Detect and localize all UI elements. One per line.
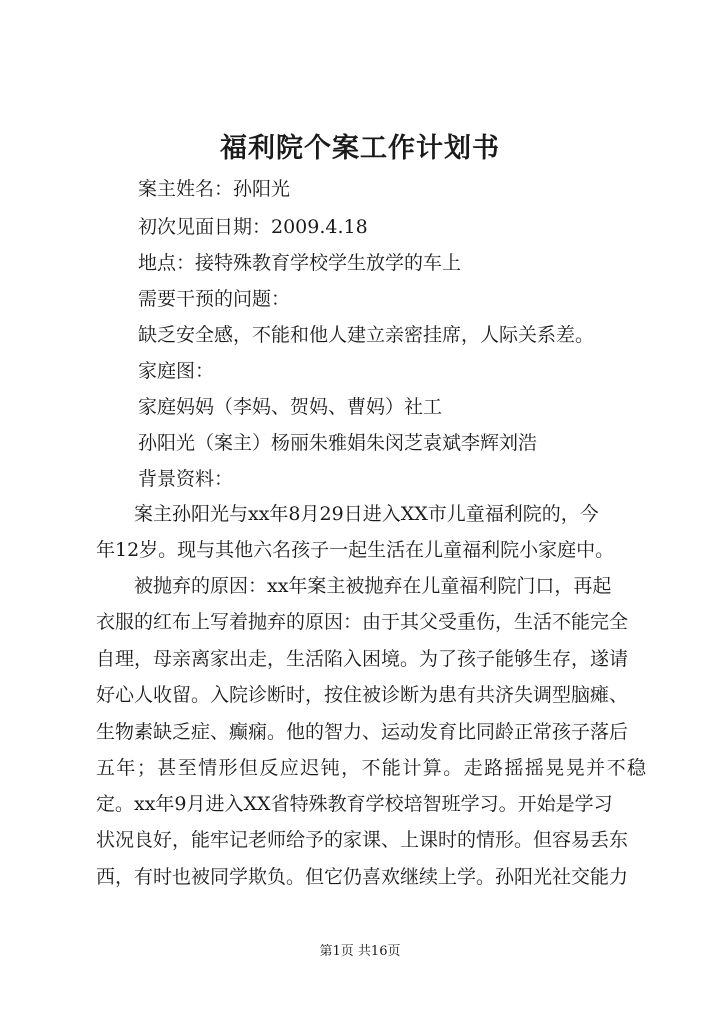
location-line: 地点：接特殊教育学校学生放学的车上	[138, 252, 462, 274]
paragraph-line: 案主孙阳光与xx年8月29日进入XX市儿童福利院的，今	[134, 503, 599, 525]
background-paragraph-3	[96, 786, 646, 895]
paragraph-line: 状况良好，能牢记老师给予的家课、上课时的情形。但容易丢东	[96, 829, 629, 852]
paragraph-line: 衣服的红布上写着抛弃的原因：由于其父受重伤，生活不能完全	[96, 611, 629, 634]
background-heading: 背景资料：	[138, 468, 234, 490]
paragraph-line: 被抛弃的原因：xx年案主被抛弃在儿童福利院门口，再起	[134, 575, 612, 597]
document-title: 福利院个案工作计划书	[220, 133, 500, 164]
paragraph-line: xx年9月进入XX省特殊教育学校培智班学习。开始是学习	[134, 793, 613, 815]
background-paragraph-1	[96, 496, 646, 569]
family-members-line: 家庭妈妈（李妈、贺妈、曹妈）社工	[138, 396, 443, 418]
family-diagram-heading: 家庭图：	[138, 360, 215, 382]
intervention-issues-heading: 需要干预的问题：	[138, 288, 291, 310]
paragraph-line: 西，有时也被同学欺负。但它仍喜欢继续上学。孙阳光社交能力	[96, 865, 629, 888]
intervention-issues-text: 缺乏安全感，不能和他人建立亲密挂席，人际关系差。	[138, 324, 595, 346]
first-meeting-date-line: 初次见面日期：2009.4.18	[138, 216, 368, 238]
paragraph-line: 好心人收留。入院诊断时，按住被诊断为患有共济失调型脑瘫、	[96, 684, 629, 707]
case-name-line: 案主姓名：孙阳光	[138, 178, 291, 200]
siblings-line: 孙阳光（案主）杨丽朱雅娟朱闵芝袁斌李辉刘浩	[138, 432, 538, 454]
page-number-label: 第1页 共16页	[319, 944, 401, 959]
paragraph-line: 年12岁。现与其他六名孩子一起生活在儿童福利院小家庭中。	[96, 539, 615, 562]
page-footer	[0, 940, 720, 959]
paragraph-line: 生物素缺乏症、癫痫。他的智力、运动发育比同龄正常孩子落后	[96, 720, 629, 743]
paragraph-line: 五年；甚至情形但反应迟钝，不能计算。走路摇摇晃晃并不稳定。	[96, 757, 646, 816]
paragraph-line: 自理，母亲离家出走，生活陷入困境。为了孩子能够生存，遂请	[96, 647, 629, 670]
background-paragraph-2	[96, 568, 646, 823]
